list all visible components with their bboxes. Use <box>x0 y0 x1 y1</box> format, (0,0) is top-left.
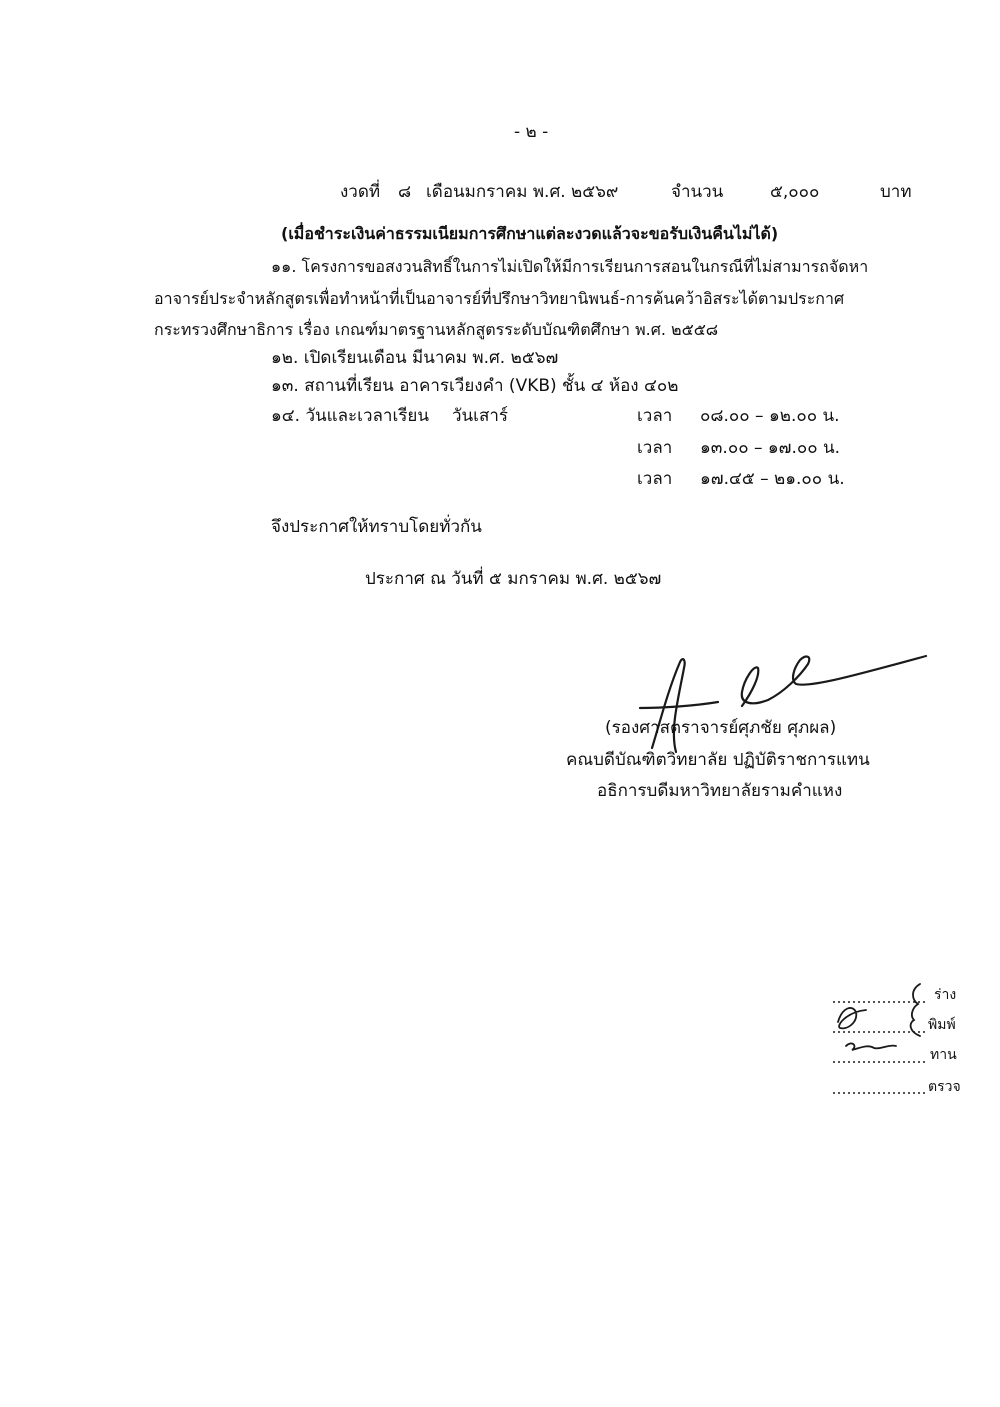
time-label: เวลา <box>637 438 673 458</box>
time-value: ๐๘.๐๐ – ๑๒.๐๐ น. <box>700 406 840 426</box>
item11-line3: กระทรวงศึกษาธิการ เรื่อง เกณฑ์มาตรฐานหลักสูตรระดับบัณฑิตศึกษา พ.ศ. ๒๕๕๘ <box>154 320 719 339</box>
announce-date: ประกาศ ณ วันที่ ๕ มกราคม พ.ศ. ๒๕๖๗ <box>365 569 662 589</box>
installment-unit: บาท <box>880 182 912 202</box>
routing-check: ตรวจ <box>928 1079 961 1095</box>
item14-label: ๑๔. วันและเวลาเรียน <box>271 406 429 426</box>
refund-note: (เมื่อชำระเงินค่าธรรมเนียมการศึกษาแต่ละงวดแล้วจะขอรับเงินคืนไม่ได้) <box>281 224 779 243</box>
closing-statement: จึงประกาศให้ทราบโดยทั่วกัน <box>271 517 482 537</box>
installment-label: งวดที่ <box>340 182 381 202</box>
signatory-position2: อธิการบดีมหาวิทยาลัยรามคำแหง <box>597 781 843 801</box>
routing-print: พิมพ์ <box>928 1017 956 1033</box>
routing-draft: ร่าง <box>934 987 957 1003</box>
item14-day: วันเสาร์ <box>452 406 509 426</box>
page-number: - ๒ - <box>514 122 549 142</box>
installment-amount: ๕,๐๐๐ <box>770 182 820 202</box>
time-label: เวลา <box>637 469 673 489</box>
item12: ๑๒. เปิดเรียนเดือน มีนาคม พ.ศ. ๒๕๖๗ <box>271 348 559 368</box>
routing-proof: ทาน <box>930 1047 957 1063</box>
item13: ๑๓. สถานที่เรียน อาคารเวียงคำ (VKB) ชั้น ๔ ห้อง ๔๐๒ <box>271 376 679 396</box>
signatory-position1: คณบดีบัณฑิตวิทยาลัย ปฏิบัติราชการแทน <box>566 750 870 770</box>
installment-number: ๘ <box>398 182 412 202</box>
time-value: ๑๗.๔๕ – ๒๑.๐๐ น. <box>700 469 845 489</box>
time-label: เวลา <box>637 406 673 426</box>
signatory-name: (รองศาสตราจารย์ศุภชัย ศุภผล) <box>605 718 837 738</box>
installment-amount-label: จำนวน <box>671 182 724 202</box>
item11-line2: อาจารย์ประจำหลักสูตรเพื่อทำหน้าที่เป็นอาจารย์ที่ปรึกษาวิทยานิพนธ์-การค้นคว้าอิสระได้ตามประกาศ <box>154 289 845 308</box>
time-value: ๑๓.๐๐ – ๑๗.๐๐ น. <box>700 438 841 458</box>
installment-month: เดือนมกราคม พ.ศ. ๒๕๖๙ <box>426 182 619 202</box>
item11-line1: ๑๑. โครงการขอสงวนสิทธิ์ในการไม่เปิดให้มีการเรียนการสอนในกรณีที่ไม่สามารถจัดหา <box>271 257 869 276</box>
